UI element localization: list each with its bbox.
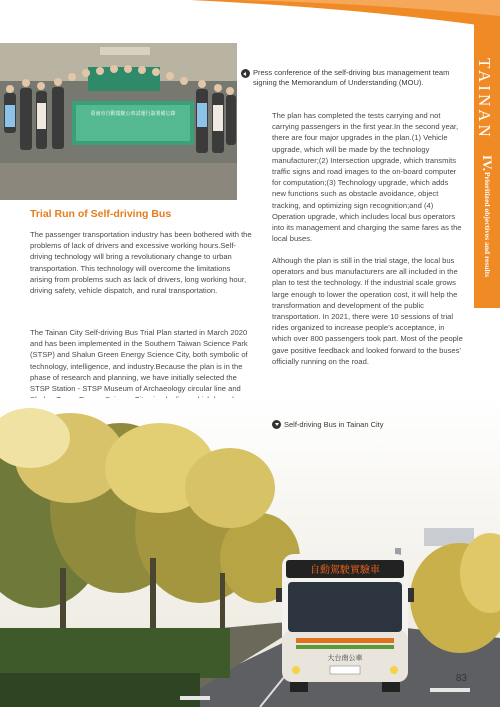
- caption-down-arrow-icon: [272, 420, 281, 429]
- body-paragraph: The passenger transportation industry has been bothered with the problems of lack of drivers and excessive working hours.Self-driving technology will bring a revolutionary change to urban transportation. This technology will overcome the limitations arising from problems such as lack of drivers, long working hour, driving safety, vehicle dispatch, and rural transportation.: [30, 230, 252, 296]
- body-paragraph: Although the plan is still in the trial stage, the local bus operators and bus manufacturers are all included in the plan to test the technology. If the industrial scale grows large enough to lower the operation cost, it will help the transformation and development of the public transportation. In 2021, there were 10 sessions of trial rides organized to increase people’s acceptance, in which over 800 passengers took part. Most of the people gave positive feedback and looked forward to the buses’ officially running on the road.: [272, 256, 463, 366]
- bus-destination-sign: 自動駕駛實驗車: [310, 565, 380, 576]
- bus-illustration: [276, 554, 414, 692]
- self-driving-bus-photo: [0, 398, 500, 707]
- caption-line: Press conference of the self-driving bus management team: [253, 68, 450, 77]
- photo-caption-mou: [253, 68, 449, 87]
- bus-operator-logo: 大台南公車: [327, 654, 363, 662]
- top-decorative-band: [0, 0, 500, 40]
- caption-left-arrow-icon: [241, 69, 250, 78]
- sidebar-chapter-number: IV.: [480, 155, 495, 172]
- caption-line: signing the Memorandum of Understanding (MOU).: [253, 77, 424, 87]
- body-paragraph: The plan has completed the tests carrying and not carrying passengers in the first year.In the second year, there are four major upgrades in the plan.(1) Vehicle upgrade, which will be made by the technology manufacturer;(2) Intersection upgrade, which transmits traffic signs and road images to the on-board computer for computation;(3) Technology upgrade, which adds new functions such as obstacle avoidance, object tracking, and optimizing sign recognition;and (4) Operation upgrade, which includes local bus operators into its management and charging the same fares as the local buses.: [272, 111, 462, 244]
- section-heading: Trial Run of Self-driving Bus: [30, 208, 172, 220]
- banner-text: 臺南市自動駕駛公車試運行簽署備忘錄: [90, 111, 176, 117]
- mou-press-conference-photo: [0, 43, 237, 200]
- photo-caption-bus: Self-driving Bus in Tainan City: [284, 420, 384, 429]
- sidebar-city-title: TAINAN: [475, 58, 494, 140]
- sidebar-chapter-title: Prioritized objectives and results: [483, 172, 492, 278]
- body-paragraph: The Tainan City Self-driving Bus Trial Plan started in March 2020 and has been implemented in the Southern Taiwan Science Park (STSP) and Shalun Green Energy Science City, both symbolic of technology, intelligence, and industry.Because the plan is in the phase of research and planning, we have initially selected the STSP Station - STSP Museum of Archaeology circular line and: [30, 328, 248, 394]
- page-number: 83: [455, 673, 467, 684]
